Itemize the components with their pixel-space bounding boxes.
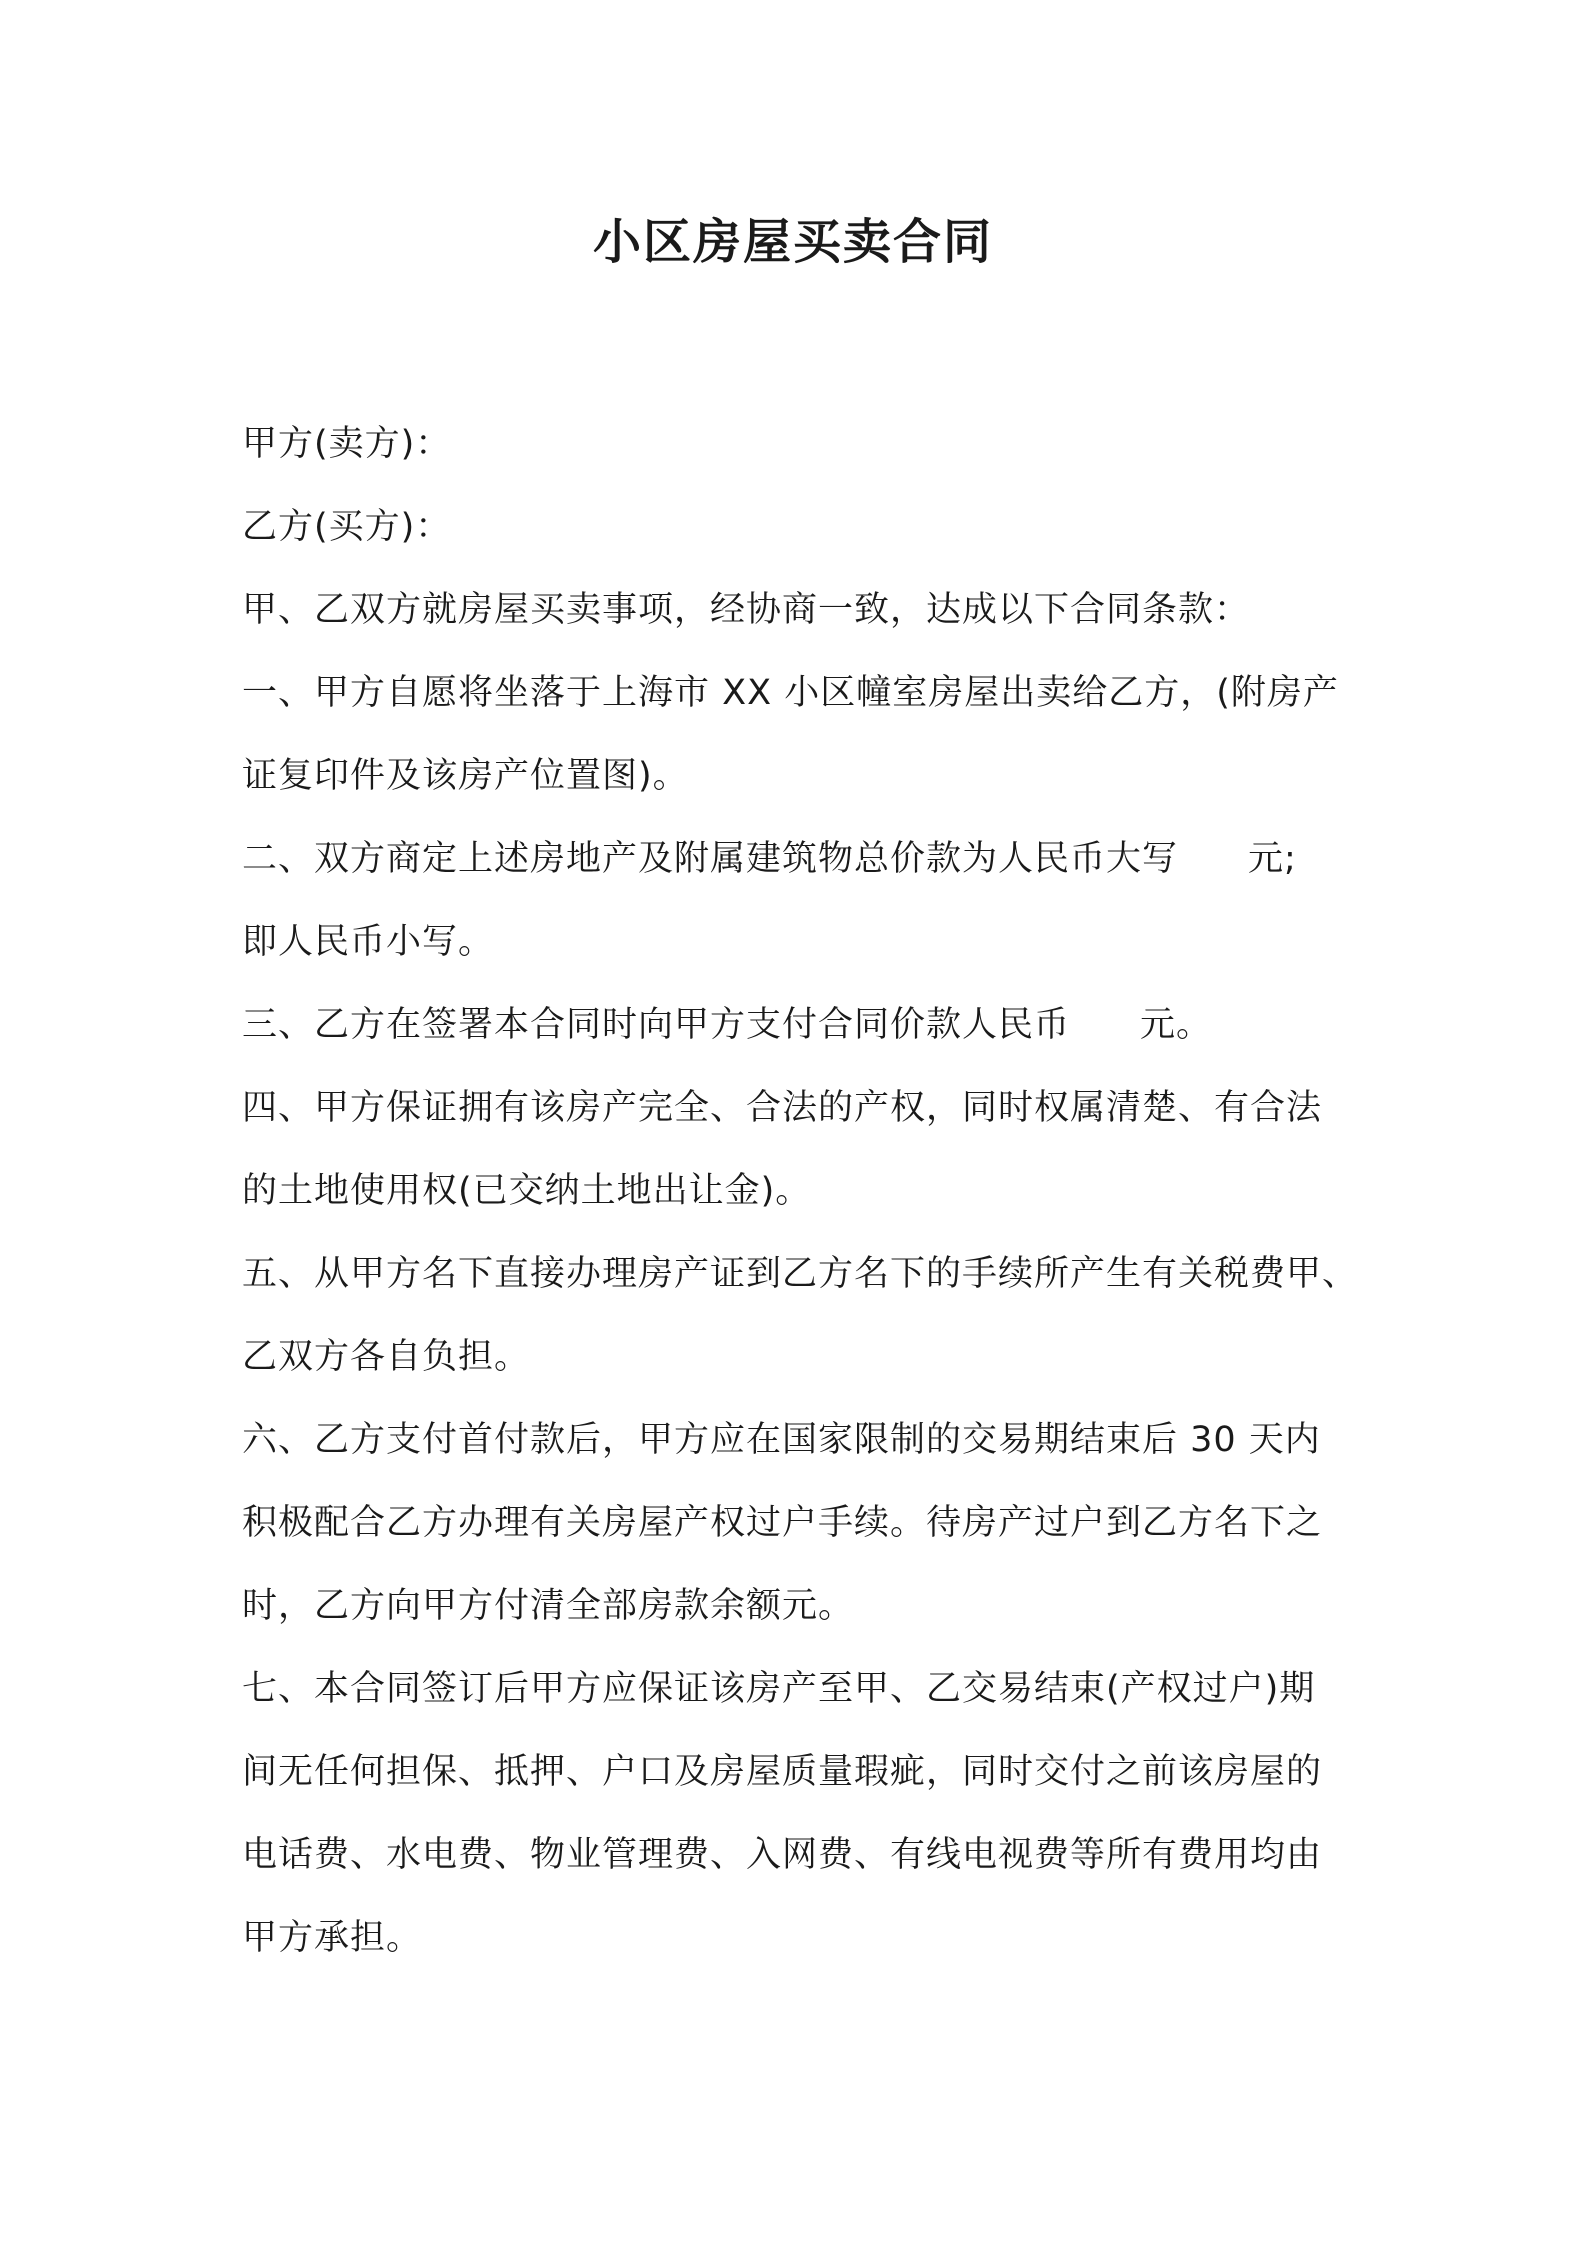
buyer-line: 乙方(买方)： xyxy=(242,507,452,547)
clause-2-unit: 元; xyxy=(1248,839,1297,879)
clause-4-line-2: 的土地使用权(已交纳土地出让金)。 xyxy=(242,1171,812,1211)
clause-3-line-1 xyxy=(242,984,1382,1067)
clause-3-unit: 元。 xyxy=(1140,1005,1213,1045)
clause-6-line-2: 积极配合乙方办理有关房屋产权过户手续。待房产过户到乙方名下之 xyxy=(242,1503,1323,1543)
clause-7-line-4: 甲方承担。 xyxy=(242,1918,423,1958)
preamble-line: 甲、乙双方就房屋买卖事项，经协商一致，达成以下合同条款： xyxy=(242,590,1251,630)
document-title: 小区房屋买卖合同 xyxy=(592,214,993,270)
clause-4-line-1: 四、甲方保证拥有该房产完全、合法的产权，同时权属清楚、有合法 xyxy=(242,1088,1323,1128)
clause-7-line-2: 间无任何担保、抵押、户口及房屋质量瑕疵，同时交付之前该房屋的 xyxy=(242,1752,1323,1792)
document-body xyxy=(242,403,1382,1980)
clause-6-line-1: 六、乙方支付首付款后，甲方应在国家限制的交易期结束后 30 天内 xyxy=(242,1420,1321,1460)
clause-2-line-2: 即人民币小写。 xyxy=(242,922,495,962)
clause-7-line-3: 电话费、水电费、物业管理费、入网费、有线电视费等所有费用均由 xyxy=(242,1835,1323,1875)
clause-1-line-1: 一、甲方自愿将坐落于上海市 XX 小区幢室房屋出卖给乙方，(附房产 xyxy=(242,673,1339,713)
clause-5-line-1: 五、从甲方名下直接办理房产证到乙方名下的手续所产生有关税费甲、 xyxy=(242,1254,1359,1294)
clause-6-line-3: 时，乙方向甲方付清全部房款余额元。 xyxy=(242,1586,855,1626)
clause-7-line-1: 七、本合同签订后甲方应保证该房产至甲、乙交易结束(产权过户)期 xyxy=(242,1669,1316,1709)
seller-line: 甲方(卖方)： xyxy=(242,424,452,464)
clause-1-line-2: 证复印件及该房产位置图)。 xyxy=(242,756,689,796)
clause-2-text: 二、双方商定上述房地产及附属建筑物总价款为人民币大写 xyxy=(242,839,1179,879)
clause-2-line-1 xyxy=(242,818,1382,901)
clause-5-line-2: 乙双方各自负担。 xyxy=(242,1337,531,1377)
clause-3-text: 三、乙方在签署本合同时向甲方支付合同价款人民币 xyxy=(242,1005,1071,1045)
